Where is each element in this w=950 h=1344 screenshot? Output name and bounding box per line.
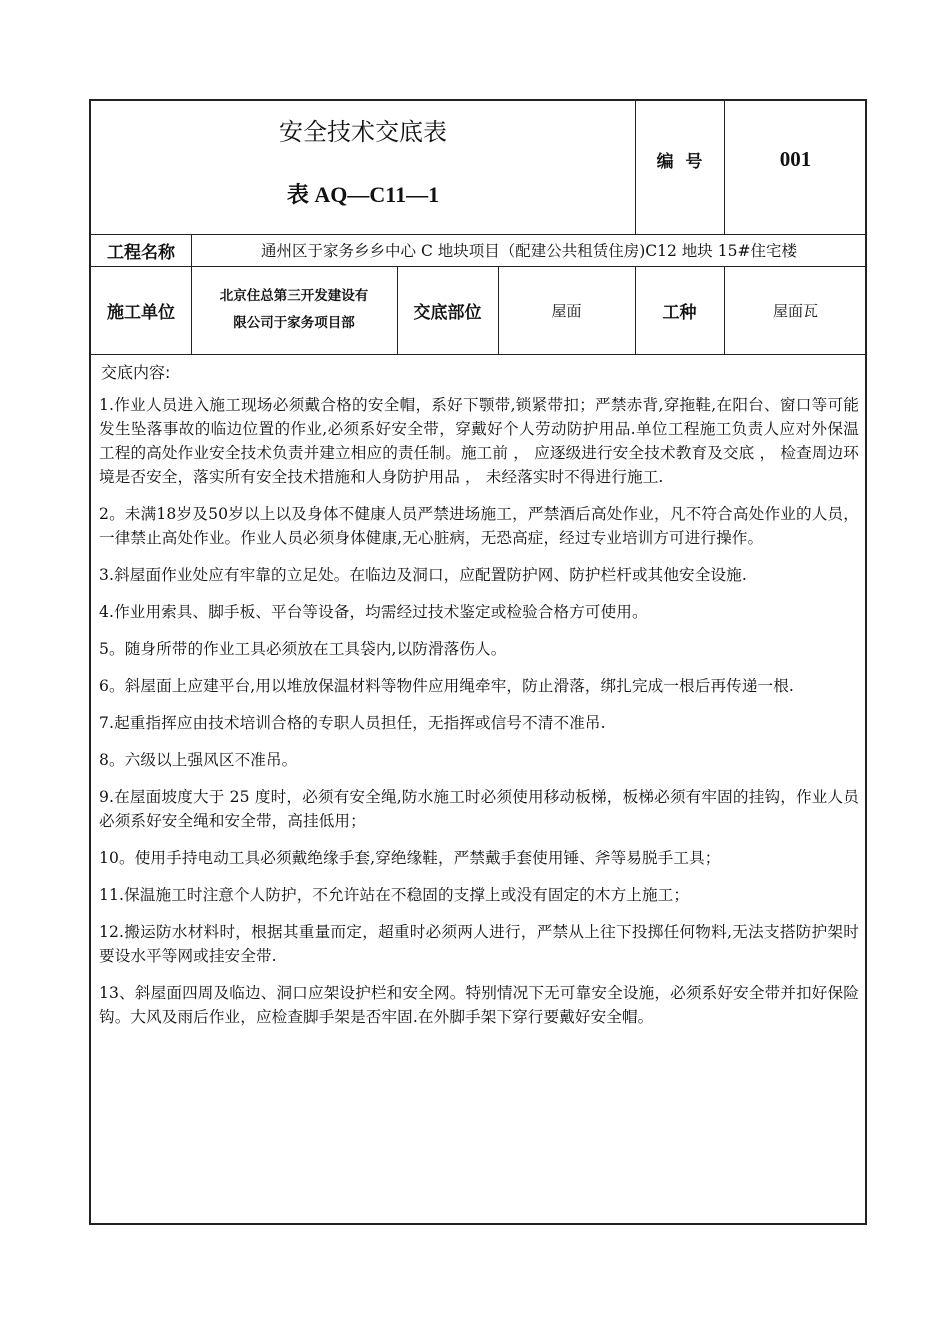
briefing-part-value: 屋面 — [551, 301, 582, 320]
project-name-value: 通州区于家务乡乡中心 C 地块项目（配建公共租赁住房)C12 地块 15#住宅楼 — [261, 242, 797, 260]
trade-value: 屋面瓦 — [772, 301, 818, 320]
code-label: 编 号 — [656, 151, 703, 172]
construction-unit-label: 施工单位 — [107, 302, 175, 323]
project-name-label: 工程名称 — [107, 242, 175, 263]
code-value: 001 — [779, 146, 812, 171]
content-paragraph-7: 7.起重指挥应由技术培训合格的专职人员担任，无指挥或信号不清不准吊. — [99, 714, 606, 732]
content-label: 交底内容: — [101, 363, 171, 382]
briefing-content — [99, 360, 859, 1042]
content-paragraph-6: 6。斜屋面上应建平台,用以堆放保温材料等物件应用绳牵牢，防止滑落，绑扎完成一根后再传递一根. — [99, 677, 794, 695]
form-number: 表 AQ—C11—1 — [286, 181, 440, 207]
content-paragraph-12: 12.搬运防水材料时，根据其重量而定，超重时必须两人进行，严禁从上往下投掷任何物料,无法支搭防护架时要设水平等网或挂安全带. — [99, 923, 859, 965]
content-paragraph-8: 8。六级以上强风区不准吊。 — [99, 751, 298, 769]
content-paragraph-11: 11.保温施工时注意个人防护，不允许站在不稳固的支撑上或没有固定的木方上施工； — [99, 886, 690, 904]
content-paragraph-13: 13、斜屋面四周及临边、洞口应架设护栏和安全网。特别情况下无可靠安全设施，必须系好安全带并扣好保险钩。大风及雨后作业，应检查脚手架是否牢固.在外脚手架下穿行要戴好安全帽。 — [99, 984, 859, 1026]
content-paragraph-4: 4.作业用索具、脚手板、平台等设备，均需经过技术鉴定或检验合格方可使用。 — [99, 603, 648, 621]
content-paragraph-9: 9.在屋面坡度大于 25 度时，必须有安全绳,防水施工时必须使用移动板梯，板梯必须有牢固的挂钩，作业人员必须系好安全绳和安全带，高挂低用； — [99, 788, 859, 830]
safety-briefing-form — [89, 99, 867, 1225]
construction-unit-line2: 限公司于家务项目部 — [233, 315, 355, 331]
row-divider — [91, 354, 865, 355]
content-paragraph-1: 1.作业人员进入施工现场必须戴合格的安全帽，系好下颚带,锁紧带扣；严禁赤背,穿拖鞋,在阳台、窗口等可能发生坠落事故的临边位置的作业,必须系好安全带，穿戴好个人劳动防护用品.单位工程施工负责人应对外保温工程的高处作业安全技术负责并建立相应的责任制。施工前 ， 应逐级进行安全技术教育及交底 ， 检查周边环境是否安全，落实所有安全技术措施和人身防护用品 ， 未经落实时不得进行施工. — [99, 396, 859, 486]
form-title: 安全技术交底表 — [279, 117, 447, 146]
content-paragraph-3: 3.斜屋面作业处应有牢靠的立足处。在临边及洞口，应配置防护网、防护栏杆或其他安全设施. — [99, 566, 747, 584]
content-paragraph-2: 2。未满18岁及50岁以上以及身体不健康人员严禁进场施工，严禁酒后高处作业，凡不符合高处作业的人员，一律禁止高处作业。作业人员必须身体健康,无心脏病，无恐高症，经过专业培训方可进行操作。 — [99, 505, 859, 547]
content-paragraph-5: 5。随身所带的作业工具必须放在工具袋内,以防滑落伤人。 — [99, 640, 507, 658]
trade-label: 工种 — [662, 302, 697, 323]
content-paragraph-10: 10。使用手持电动工具必须戴绝缘手套,穿绝缘鞋，严禁戴手套使用锤、斧等易脱手工具； — [99, 849, 721, 867]
briefing-part-label: 交底部位 — [413, 302, 482, 323]
construction-unit-line1: 北京住总第三开发建设有 — [219, 288, 369, 304]
construction-unit-value — [191, 266, 397, 354]
